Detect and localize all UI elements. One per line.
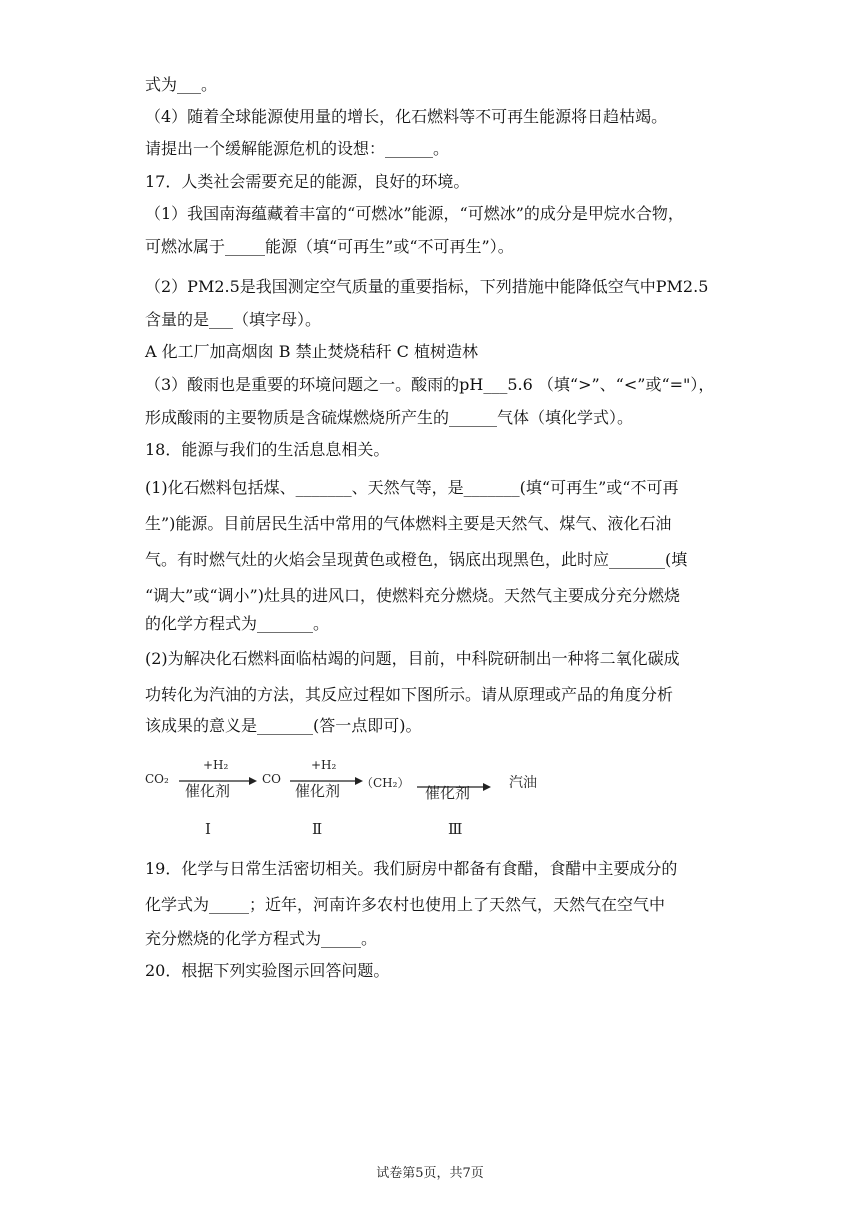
text-line: 式为___。 — [145, 75, 218, 94]
text-line: 气。有时燃气灶的火焰会呈现黄色或橙色，锅底出现黑色，此时应_______(填 — [145, 550, 688, 569]
h2-label: +H₂ — [203, 758, 229, 772]
page-footer: 试卷第5页，共7页 — [376, 1166, 484, 1181]
stage-label: Ⅱ — [312, 820, 323, 838]
co-label: CO — [262, 772, 282, 786]
stage-label: Ⅰ — [205, 820, 211, 838]
text-line: 充分燃烧的化学方程式为_____。 — [145, 929, 378, 948]
stage-label: Ⅲ — [448, 820, 463, 838]
text-line: （4）随着全球能源使用量的增长，化石燃料等不可再生能源将日趋枯竭。 — [145, 107, 668, 126]
gasoline-label: 汽油 — [509, 775, 537, 791]
question-20-title: 20．根据下列实验图示回答问题。 — [145, 961, 390, 980]
question-18-title: 18．能源与我们的生活息息相关。 — [145, 440, 390, 459]
reaction-diagram — [145, 752, 565, 844]
text-line: “调大”或“调小”)灶具的进风口，使燃料充分燃烧。天然气主要成分充分燃烧 — [145, 586, 680, 605]
catalyst-label: 催化剂 — [185, 782, 231, 800]
text-line: (2)为解决化石燃料面临枯竭的问题，目前，中科院研制出一种将二氧化碳成 — [145, 649, 680, 668]
text-line: （3）酸雨也是重要的环境问题之一。酸雨的pH___5.6 （填“>”、“<”或“="）， — [145, 375, 715, 394]
text-line: 的化学方程式为_______。 — [145, 614, 330, 633]
text-line: 生”)能源。目前居民生活中常用的气体燃料主要是天然气、煤气、液化石油 — [145, 514, 672, 533]
h2-label: +H₂ — [311, 758, 337, 772]
text-line: （1）我国南海蕴藏着丰富的“可燃冰”能源，“可燃冰”的成分是甲烷水合物， — [145, 204, 684, 223]
question-17-title: 17．人类社会需要充足的能源，良好的环境。 — [145, 172, 470, 191]
ch2-label: （CH₂） — [361, 776, 410, 790]
options-line: A 化工厂加高烟囱 B 禁止焚烧秸秆 C 植树造林 — [145, 342, 478, 361]
catalyst-label: 催化剂 — [295, 782, 341, 800]
question-19-title: 19．化学与日常生活密切相关。我们厨房中都备有食醋，食醋中主要成分的 — [145, 859, 678, 878]
text-line: 请提出一个缓解能源危机的设想：______。 — [145, 139, 450, 158]
text-line: 功转化为汽油的方法，其反应过程如下图所示。请从原理或产品的角度分析 — [145, 685, 674, 704]
text-line: 形成酸雨的主要物质是含硫煤燃烧所产生的______气体（填化学式）。 — [145, 408, 634, 427]
co2-label: CO₂ — [145, 772, 169, 786]
catalyst-label: 催化剂 — [425, 784, 471, 802]
text-line: （2）PM2.5是我国测定空气质量的重要指标，下列措施中能降低空气中PM2.5 — [145, 277, 709, 296]
text-line: 含量的是___（填字母）。 — [145, 310, 322, 329]
text-line: 可燃冰属于_____能源（填“可再生”或“不可再生”）。 — [145, 237, 514, 256]
text-line: 化学式为_____；近年，河南许多农村也使用上了天然气，天然气在空气中 — [145, 895, 666, 914]
text-line: 该成果的意义是_______(答一点即可)。 — [145, 716, 422, 735]
text-line: (1)化石燃料包括煤、_______、天然气等，是_______(填“可再生”或“不可再 — [145, 478, 679, 497]
